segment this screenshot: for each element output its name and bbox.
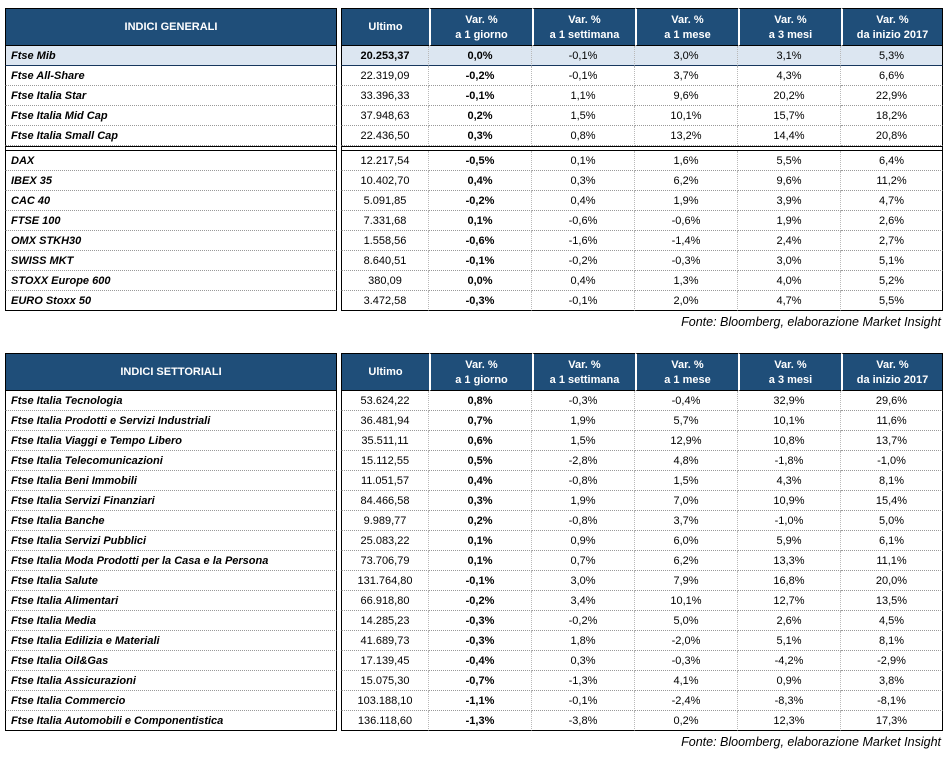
index-row (5, 451, 943, 471)
var-value: 0,2% (429, 106, 532, 126)
index-name: Ftse All-Share (5, 66, 337, 86)
column-header-var: Var. % a 3 mesi (738, 8, 841, 46)
var-value: 20,8% (841, 126, 943, 146)
index-name: Ftse Italia Edilizia e Materiali (5, 631, 337, 651)
var-value: 0,3% (532, 171, 635, 191)
var-value: -0,5% (429, 151, 532, 171)
var-value: -0,1% (532, 66, 635, 86)
var-value: 0,7% (532, 551, 635, 571)
index-row (5, 691, 943, 711)
var-value: -1,0% (738, 511, 841, 531)
var-value: 0,0% (429, 46, 532, 66)
var-value: 6,2% (635, 551, 738, 571)
column-header-var: Var. % a 1 mese (635, 8, 738, 46)
indici-settoriali-section (5, 353, 943, 749)
ultimo-value: 17.139,45 (341, 651, 429, 671)
var-value: 4,5% (841, 611, 943, 631)
var-value: -0,1% (532, 691, 635, 711)
var-value: 1,6% (635, 151, 738, 171)
var-value: -2,0% (635, 631, 738, 651)
var-value: 1,9% (738, 211, 841, 231)
ultimo-value: 15.075,30 (341, 671, 429, 691)
source-note: Fonte: Bloomberg, elaborazione Market Insight (681, 735, 941, 749)
column-header-var: Var. % a 1 mese (635, 353, 738, 391)
var-value: 3,0% (738, 251, 841, 271)
var-value: 0,1% (429, 551, 532, 571)
var-value: 0,9% (738, 671, 841, 691)
var-value: 6,2% (635, 171, 738, 191)
var-value: -0,6% (429, 231, 532, 251)
index-name: CAC 40 (5, 191, 337, 211)
var-value: 0,1% (429, 531, 532, 551)
index-row (5, 126, 943, 146)
var-value: 32,9% (738, 391, 841, 411)
var-value: -1,1% (429, 691, 532, 711)
var-value: -2,4% (635, 691, 738, 711)
index-name: OMX STKH30 (5, 231, 337, 251)
index-row (5, 46, 943, 66)
var-value: -0,2% (429, 191, 532, 211)
var-value: -0,8% (532, 471, 635, 491)
var-value: -4,2% (738, 651, 841, 671)
var-value: 3,7% (635, 66, 738, 86)
table-header-row (5, 353, 943, 391)
ultimo-value: 10.402,70 (341, 171, 429, 191)
index-name: Ftse Italia Prodotti e Servizi Industriali (5, 411, 337, 431)
var-value: 0,1% (532, 151, 635, 171)
var-value: 5,3% (841, 46, 943, 66)
var-value: 1,9% (532, 411, 635, 431)
var-value: 3,0% (635, 46, 738, 66)
index-name: STOXX Europe 600 (5, 271, 337, 291)
ultimo-value: 380,09 (341, 271, 429, 291)
index-row (5, 271, 943, 291)
index-name: Ftse Italia Telecomunicazioni (5, 451, 337, 471)
index-row (5, 551, 943, 571)
ultimo-value: 15.112,55 (341, 451, 429, 471)
var-value: 0,3% (429, 126, 532, 146)
ultimo-value: 22.436,50 (341, 126, 429, 146)
index-name: Ftse Italia Moda Prodotti per la Casa e la Persona (5, 551, 337, 571)
ultimo-value: 1.558,56 (341, 231, 429, 251)
var-value: 16,8% (738, 571, 841, 591)
ultimo-value: 66.918,80 (341, 591, 429, 611)
index-row (5, 611, 943, 631)
var-value: 4,8% (635, 451, 738, 471)
var-value: -3,8% (532, 711, 635, 731)
var-value: -1,0% (841, 451, 943, 471)
var-value: -1,3% (429, 711, 532, 731)
var-value: -0,6% (635, 211, 738, 231)
ultimo-value: 73.706,79 (341, 551, 429, 571)
var-value: -0,3% (429, 291, 532, 311)
var-value: 0,4% (532, 271, 635, 291)
column-header-var: Var. % a 1 settimana (532, 353, 635, 391)
var-value: 4,1% (635, 671, 738, 691)
var-value: 11,2% (841, 171, 943, 191)
var-value: 11,1% (841, 551, 943, 571)
ultimo-value: 14.285,23 (341, 611, 429, 631)
ultimo-value: 8.640,51 (341, 251, 429, 271)
var-value: -0,4% (635, 391, 738, 411)
var-value: 13,7% (841, 431, 943, 451)
var-value: -0,3% (635, 651, 738, 671)
index-name: Ftse Italia Star (5, 86, 337, 106)
ultimo-value: 35.511,11 (341, 431, 429, 451)
var-value: 5,5% (841, 291, 943, 311)
var-value: -0,2% (532, 251, 635, 271)
var-value: -1,3% (532, 671, 635, 691)
var-value: -0,1% (429, 86, 532, 106)
var-value: 5,0% (841, 511, 943, 531)
var-value: 0,8% (532, 126, 635, 146)
index-name: DAX (5, 151, 337, 171)
var-value: -0,1% (532, 291, 635, 311)
var-value: -1,6% (532, 231, 635, 251)
index-row (5, 431, 943, 451)
var-value: 0,3% (429, 491, 532, 511)
index-name: Ftse Italia Viaggi e Tempo Libero (5, 431, 337, 451)
index-row (5, 391, 943, 411)
var-value: 2,0% (635, 291, 738, 311)
ultimo-value: 103.188,10 (341, 691, 429, 711)
index-name: Ftse Italia Alimentari (5, 591, 337, 611)
index-name: Ftse Italia Commercio (5, 691, 337, 711)
index-row (5, 191, 943, 211)
column-header-var: Var. % a 3 mesi (738, 353, 841, 391)
ultimo-value: 11.051,57 (341, 471, 429, 491)
index-row (5, 411, 943, 431)
var-value: 4,3% (738, 66, 841, 86)
ultimo-value: 36.481,94 (341, 411, 429, 431)
ultimo-value: 25.083,22 (341, 531, 429, 551)
var-value: -0,3% (429, 611, 532, 631)
var-value: 11,6% (841, 411, 943, 431)
var-value: 0,0% (429, 271, 532, 291)
ultimo-value: 33.396,33 (341, 86, 429, 106)
source-note: Fonte: Bloomberg, elaborazione Market Insight (681, 315, 941, 329)
var-value: 5,2% (841, 271, 943, 291)
table-title: INDICI SETTORIALI (5, 353, 337, 391)
var-value: 1,3% (635, 271, 738, 291)
var-value: 3,1% (738, 46, 841, 66)
var-value: 14,4% (738, 126, 841, 146)
ultimo-value: 131.764,80 (341, 571, 429, 591)
var-value: 12,9% (635, 431, 738, 451)
table-header-row (5, 8, 943, 46)
index-name: Ftse Italia Oil&Gas (5, 651, 337, 671)
var-value: 10,1% (635, 591, 738, 611)
index-row (5, 231, 943, 251)
column-header-var: Var. % da inizio 2017 (841, 8, 943, 46)
var-value: -0,2% (429, 591, 532, 611)
var-value: 20,0% (841, 571, 943, 591)
index-row (5, 711, 943, 731)
index-row (5, 591, 943, 611)
ultimo-value: 84.466,58 (341, 491, 429, 511)
var-value: -2,8% (532, 451, 635, 471)
var-value: 12,3% (738, 711, 841, 731)
var-value: -2,9% (841, 651, 943, 671)
var-value: -0,3% (635, 251, 738, 271)
var-value: 12,7% (738, 591, 841, 611)
indici-generali-section (5, 8, 943, 329)
index-row (5, 106, 943, 126)
var-value: 0,2% (429, 511, 532, 531)
var-value: -0,1% (532, 46, 635, 66)
var-value: 4,3% (738, 471, 841, 491)
var-value: 8,1% (841, 631, 943, 651)
index-name: SWISS MKT (5, 251, 337, 271)
column-header-ultimo: Ultimo (341, 8, 429, 46)
ultimo-value: 22.319,09 (341, 66, 429, 86)
index-row (5, 651, 943, 671)
var-value: -0,1% (429, 251, 532, 271)
var-value: 5,7% (635, 411, 738, 431)
var-value: 4,7% (841, 191, 943, 211)
index-row (5, 171, 943, 191)
var-value: -0,6% (532, 211, 635, 231)
var-value: 10,1% (635, 106, 738, 126)
var-value: 1,5% (532, 106, 635, 126)
index-row (5, 531, 943, 551)
var-value: 1,9% (532, 491, 635, 511)
var-value: 2,6% (738, 611, 841, 631)
var-value: 5,0% (635, 611, 738, 631)
var-value: 7,9% (635, 571, 738, 591)
var-value: 1,5% (532, 431, 635, 451)
index-row (5, 511, 943, 531)
ultimo-value: 12.217,54 (341, 151, 429, 171)
var-value: 3,7% (635, 511, 738, 531)
ultimo-value: 5.091,85 (341, 191, 429, 211)
index-name: Ftse Italia Beni Immobili (5, 471, 337, 491)
var-value: 9,6% (738, 171, 841, 191)
var-value: 0,1% (429, 211, 532, 231)
column-header-var: Var. % a 1 giorno (429, 353, 532, 391)
var-value: 1,1% (532, 86, 635, 106)
index-row (5, 491, 943, 511)
index-name: EURO Stoxx 50 (5, 291, 337, 311)
table-title: INDICI GENERALI (5, 8, 337, 46)
var-value: -1,8% (738, 451, 841, 471)
var-value: 17,3% (841, 711, 943, 731)
var-value: 6,4% (841, 151, 943, 171)
index-row (5, 251, 943, 271)
ultimo-value: 136.118,60 (341, 711, 429, 731)
var-value: 3,8% (841, 671, 943, 691)
index-name: Ftse Italia Salute (5, 571, 337, 591)
var-value: -0,4% (429, 651, 532, 671)
column-header-ultimo: Ultimo (341, 353, 429, 391)
ultimo-value: 53.624,22 (341, 391, 429, 411)
var-value: 6,1% (841, 531, 943, 551)
index-name: Ftse Mib (5, 46, 337, 66)
var-value: 20,2% (738, 86, 841, 106)
var-value: 10,8% (738, 431, 841, 451)
var-value: 8,1% (841, 471, 943, 491)
var-value: 6,6% (841, 66, 943, 86)
var-value: 4,7% (738, 291, 841, 311)
var-value: -0,2% (429, 66, 532, 86)
index-name: Ftse Italia Assicurazioni (5, 671, 337, 691)
indici-settoriali-table (5, 353, 943, 731)
var-value: 15,4% (841, 491, 943, 511)
var-value: 0,8% (429, 391, 532, 411)
index-row (5, 151, 943, 171)
var-value: 4,0% (738, 271, 841, 291)
index-row (5, 86, 943, 106)
var-value: 1,8% (532, 631, 635, 651)
index-name: FTSE 100 (5, 211, 337, 231)
var-value: 6,0% (635, 531, 738, 551)
var-value: 0,6% (429, 431, 532, 451)
var-value: 2,6% (841, 211, 943, 231)
var-value: 29,6% (841, 391, 943, 411)
var-value: 3,0% (532, 571, 635, 591)
index-row (5, 471, 943, 491)
var-value: 22,9% (841, 86, 943, 106)
var-value: 0,4% (429, 171, 532, 191)
index-name: Ftse Italia Small Cap (5, 126, 337, 146)
var-value: -8,1% (841, 691, 943, 711)
var-value: 3,4% (532, 591, 635, 611)
var-value: 1,9% (635, 191, 738, 211)
var-value: 0,4% (532, 191, 635, 211)
var-value: 0,5% (429, 451, 532, 471)
var-value: 13,5% (841, 591, 943, 611)
var-value: 5,1% (738, 631, 841, 651)
var-value: -0,2% (532, 611, 635, 631)
var-value: 7,0% (635, 491, 738, 511)
ultimo-value: 20.253,37 (341, 46, 429, 66)
index-name: Ftse Italia Tecnologia (5, 391, 337, 411)
index-name: Ftse Italia Media (5, 611, 337, 631)
index-row (5, 671, 943, 691)
index-row (5, 291, 943, 311)
index-name: Ftse Italia Mid Cap (5, 106, 337, 126)
var-value: 2,7% (841, 231, 943, 251)
column-header-var: Var. % da inizio 2017 (841, 353, 943, 391)
var-value: 2,4% (738, 231, 841, 251)
var-value: -0,3% (532, 391, 635, 411)
index-row (5, 66, 943, 86)
var-value: 5,5% (738, 151, 841, 171)
var-value: 1,5% (635, 471, 738, 491)
index-row (5, 211, 943, 231)
var-value: 0,9% (532, 531, 635, 551)
var-value: 13,3% (738, 551, 841, 571)
var-value: 18,2% (841, 106, 943, 126)
ultimo-value: 9.989,77 (341, 511, 429, 531)
index-name: IBEX 35 (5, 171, 337, 191)
var-value: -8,3% (738, 691, 841, 711)
index-name: Ftse Italia Servizi Pubblici (5, 531, 337, 551)
indici-generali-table (5, 8, 943, 311)
var-value: -0,8% (532, 511, 635, 531)
index-name: Ftse Italia Banche (5, 511, 337, 531)
var-value: -0,1% (429, 571, 532, 591)
ultimo-value: 7.331,68 (341, 211, 429, 231)
var-value: -0,3% (429, 631, 532, 651)
var-value: 0,7% (429, 411, 532, 431)
var-value: 9,6% (635, 86, 738, 106)
var-value: 0,4% (429, 471, 532, 491)
ultimo-value: 41.689,73 (341, 631, 429, 651)
var-value: 13,2% (635, 126, 738, 146)
var-value: 5,9% (738, 531, 841, 551)
index-row (5, 631, 943, 651)
ultimo-value: 37.948,63 (341, 106, 429, 126)
var-value: 10,1% (738, 411, 841, 431)
var-value: 15,7% (738, 106, 841, 126)
var-value: 3,9% (738, 191, 841, 211)
var-value: 10,9% (738, 491, 841, 511)
var-value: 0,3% (532, 651, 635, 671)
var-value: -0,7% (429, 671, 532, 691)
var-value: -1,4% (635, 231, 738, 251)
index-name: Ftse Italia Servizi Finanziari (5, 491, 337, 511)
index-name: Ftse Italia Automobili e Componentistica (5, 711, 337, 731)
index-row (5, 571, 943, 591)
var-value: 5,1% (841, 251, 943, 271)
ultimo-value: 3.472,58 (341, 291, 429, 311)
column-header-var: Var. % a 1 giorno (429, 8, 532, 46)
var-value: 0,2% (635, 711, 738, 731)
column-header-var: Var. % a 1 settimana (532, 8, 635, 46)
